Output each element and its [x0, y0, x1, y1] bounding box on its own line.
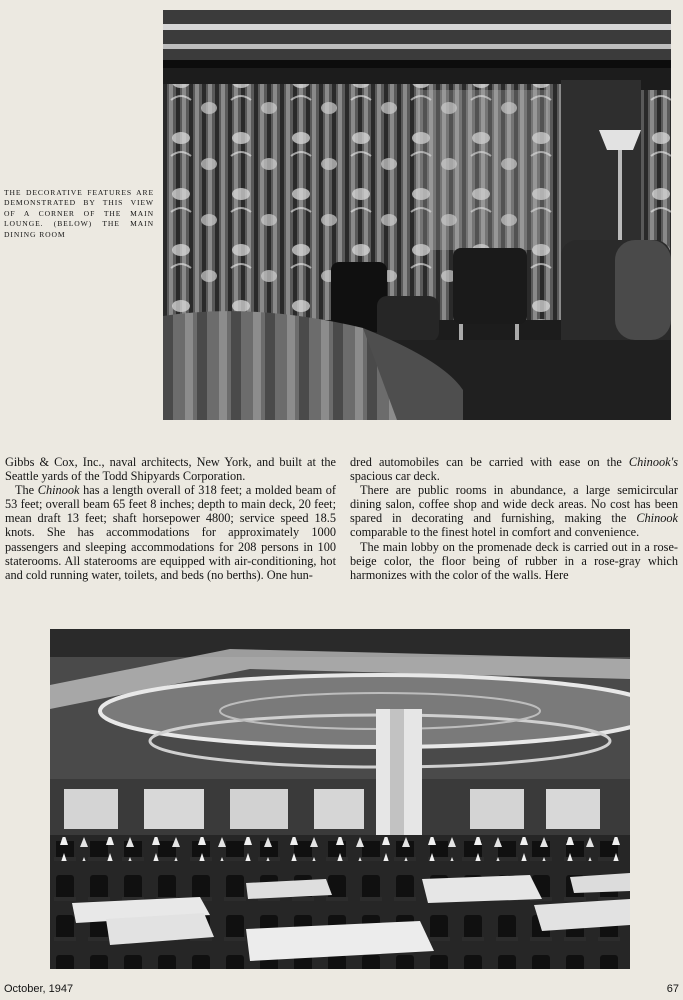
dining-room-photo: [50, 629, 630, 969]
article-paragraph: [350, 483, 678, 539]
vessel-name: Chinook: [636, 511, 678, 526]
article-paragraph: [350, 540, 678, 582]
article-paragraph: [350, 455, 678, 483]
paragraph-text: has a length overall of 318 feet; a molded beam of 53 feet; overall beam 65 feet 8 inches; depth to main deck, 20 feet; mean draft 13 feet; shaft horsepower 4800; service speed 18.5 knots. She has accommodations for approximately 1000 passengers and sleeping accommodations for 208 persons in 100 staterooms. All staterooms are equipped with air-conditioning, hot and cold running water, toilets, and beds (no berths). One hun-: [5, 483, 337, 582]
paragraph-text: The: [15, 483, 35, 498]
photo-caption: THE DECORATIVE FEATURES ARE DEMONSTRATED BY THIS VIEW OF A CORNER OF THE MAIN LOUNGE. (BELOW) THE MAIN DINING ROOM: [4, 188, 154, 239]
article-column-right: [350, 455, 678, 582]
paragraph-text: spacious car deck.: [350, 469, 440, 484]
paragraph-text: There are public rooms in abundance, a large semicircular dining salon, coffee shop and wide deck areas. No cost has been spared in decorating and furnishing, making the: [350, 483, 678, 526]
issue-date: October, 1947: [4, 983, 74, 995]
vessel-name: Chinook's: [628, 455, 678, 469]
vessel-name: Chinook: [37, 483, 80, 498]
paragraph-text: Gibbs & Cox, Inc., naval architects, New York, and built at the Seattle yards of the Todd Shipyards Corporation.: [5, 455, 336, 484]
article-paragraph: [5, 455, 336, 483]
page-number: 67: [666, 983, 679, 995]
paragraph-text: comparable to the finest hotel in comfort and convenience.: [350, 525, 640, 540]
paragraph-text: dred automobiles can be carried with ease on the: [350, 455, 622, 469]
lounge-photo: [163, 10, 671, 420]
paragraph-text: The main lobby on the promenade deck is carried out in a rose-beige color, the floor being of rubber in a rose-gray which harmonizes with the color of the walls. Here: [350, 539, 678, 582]
article-paragraph: [5, 483, 336, 582]
article-column-left: [5, 455, 336, 582]
